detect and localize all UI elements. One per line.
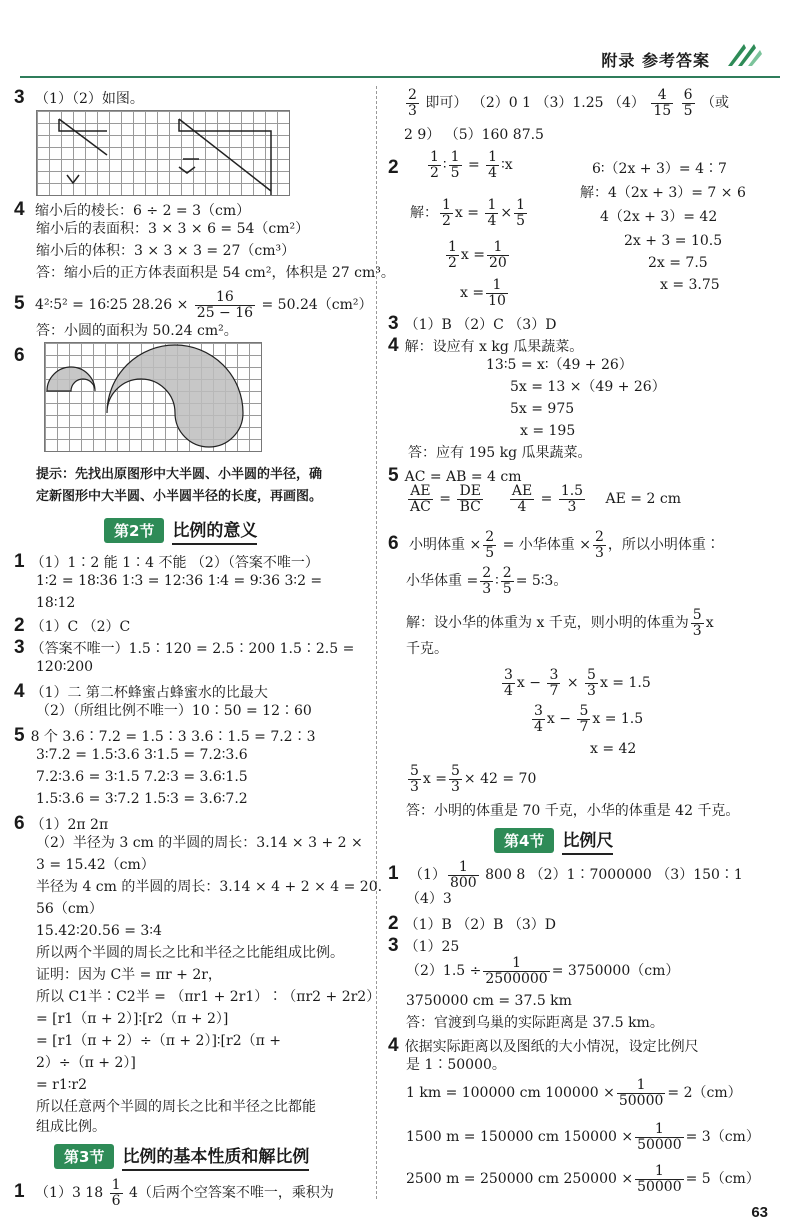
answer-text: 即可） （2）0 1 （3）1.25 （4） bbox=[425, 95, 645, 112]
answer-line: 2x = 7.5 bbox=[648, 255, 708, 271]
question-number: 2 bbox=[388, 913, 399, 934]
right-continuation bbox=[404, 88, 729, 118]
fraction: $\frac{2}{3}$ bbox=[408, 87, 417, 119]
page-header-title: 附录 参考答案 bbox=[601, 51, 710, 70]
equation-line: $\frac{AE}{AC}$ = $\frac{DE}{BC}$ $\frac{AE}{4}$ = $\frac{1.5}{3}$ AE = 2 cm bbox=[410, 483, 681, 515]
answer-line: 15.42∶20.56 = 3∶4 bbox=[36, 923, 162, 939]
answer-line: 所以任意两个半圆的周长之比和半径之比都能 bbox=[36, 1099, 316, 1115]
equation-line: 1 km = 100000 cm 100000 × $\frac{1}{50000}$ = 2（cm） bbox=[406, 1077, 742, 1109]
grid-figure-6 bbox=[44, 342, 262, 452]
equation-line: $\frac{1}{2}$ x = $\frac{1}{20}$ bbox=[448, 239, 507, 271]
answer-text: 4²∶5² = 16∶25 28.26 × bbox=[35, 297, 189, 314]
equation-line: $\frac{1}{2}$ ∶ $\frac{1}{5}$ = $\frac{1}{4}$ ∶x bbox=[430, 149, 513, 181]
answer-line: 2x + 3 = 10.5 bbox=[624, 233, 723, 249]
equation-line: （2）1.5 ÷ $\frac{1}{2500000}$ = 3750000（cm） bbox=[406, 955, 680, 987]
equation-line: 解： $\frac{1}{2}$ x = $\frac{1}{4}$ × $\frac{1}{5}$ bbox=[410, 197, 526, 229]
question-number: 1 bbox=[388, 863, 399, 885]
answer-line: 依据实际距离以及图纸的大小情况，设定比例尺 bbox=[404, 1039, 699, 1055]
answer-line: 千克。 bbox=[406, 641, 448, 657]
question-number: 6 bbox=[14, 813, 25, 834]
fraction: $\frac{6}{5}$ bbox=[683, 87, 693, 119]
answer-line: 答：小圆的面积为 50.24 cm²。 bbox=[36, 323, 238, 339]
question-number: 3 bbox=[388, 935, 399, 956]
answer-line: （1）1∶2 能 1∶4 不能 （2）（答案不唯一） bbox=[30, 555, 319, 571]
answer-text: （1）B （2）C （3）D bbox=[404, 317, 557, 333]
answer-line: 3∶7.2 = 1.5∶3.6 3∶1.5 = 7.2∶3.6 bbox=[36, 747, 248, 763]
answer-line: （答案不唯一）1.5∶120 = 2.5∶200 1.5∶2.5 = bbox=[30, 641, 355, 657]
answer-text: （或 bbox=[701, 95, 729, 112]
answer-line: 1.5∶3.6 = 3∶7.2 1.5∶3 = 3.6∶7.2 bbox=[36, 791, 248, 807]
section-title: 比例的意义 bbox=[172, 516, 257, 545]
section-title: 比例尺 bbox=[562, 826, 613, 855]
answer-text: = 50.24（cm²） bbox=[261, 297, 373, 314]
answer-text: （1）3 18 bbox=[35, 1185, 104, 1202]
answer-line: （1）二 第二杯蜂蜜占蜂蜜水的比最大 bbox=[30, 685, 268, 701]
equation-line: $\frac{5}{3}$ x = $\frac{5}{3}$ × 42 = 70 bbox=[410, 763, 537, 795]
answer-line: = r1∶r2 bbox=[36, 1077, 88, 1093]
column-divider bbox=[376, 86, 377, 1199]
answer-line: 5x = 975 bbox=[510, 401, 575, 417]
answer-line: x = 42 bbox=[590, 741, 637, 757]
answer-line: 缩小后的棱长：6 ÷ 2 = 3（cm） bbox=[35, 203, 251, 219]
page-number: 63 bbox=[751, 1204, 768, 1221]
answer-text: AC = AB = 4 cm bbox=[404, 469, 522, 485]
answer-line: 所以两个半圆的周长之比和半径之比能组成比例。 bbox=[36, 945, 344, 961]
left-q5 bbox=[14, 290, 373, 320]
answer-line: x = 3.75 bbox=[660, 277, 720, 293]
answer-line: 1∶2 = 18∶36 1∶3 = 12∶36 1∶4 = 9∶36 3∶2 = bbox=[36, 573, 323, 589]
left-q6 bbox=[14, 346, 25, 365]
right-q6-line1: 6 小明体重 × $\frac{2}{5}$ = 小华体重 × $\frac{2}{3}$ ，所以小明体重∶ bbox=[388, 529, 720, 561]
header-logo-icon bbox=[724, 40, 764, 68]
question-number: 2 bbox=[388, 157, 399, 178]
answer-line: （2）半径为 3 cm 的半圆的周长：3.14 × 3 + 2 × bbox=[36, 835, 363, 851]
section-badge: 第2节 bbox=[104, 518, 164, 543]
figure-3-drawing bbox=[37, 111, 289, 195]
answer-line: 小华体重 = $\frac{2}{3}$ ∶ $\frac{2}{5}$ = 5∶3。 bbox=[406, 565, 568, 597]
answer-line: （1）C （2）C bbox=[30, 619, 131, 635]
answer-text: （1）B （2）B （3）D bbox=[404, 917, 557, 933]
answer-line: = [r1（π + 2）÷（π + 2）]∶[r2（π + bbox=[36, 1033, 281, 1049]
question-number: 4 bbox=[388, 1035, 399, 1056]
equation-line: $\frac{3}{4}$ x − $\frac{3}{7}$ × $\frac{5}{3}$ x = 1.5 bbox=[504, 667, 651, 699]
question-number: 6 bbox=[388, 533, 399, 555]
fraction: $\frac{4}{15}$ bbox=[653, 87, 672, 119]
question-number: 1 bbox=[14, 1181, 25, 1203]
question-number: 3 bbox=[14, 87, 25, 108]
answer-line: （1）2π 2π bbox=[30, 817, 109, 833]
answer-line: 18∶12 bbox=[36, 595, 76, 611]
answer-line: 答：应有 195 kg 瓜果蔬菜。 bbox=[408, 445, 592, 461]
question-number: 5 bbox=[14, 293, 25, 315]
answer-line: 答：小明的体重是 70 千克，小华的体重是 42 千克。 bbox=[406, 803, 740, 819]
left-q4 bbox=[14, 200, 250, 219]
answer-line: 解：4（2x + 3）= 7 × 6 bbox=[580, 185, 746, 201]
section-4-q1: 1 （1） $\frac{1}{800}$ 800 8 （2）1∶7000000 （3）150∶1 bbox=[388, 859, 743, 891]
answer-line: 2 9） （5）160 87.5 bbox=[404, 127, 544, 143]
equation-line: 2500 m = 250000 cm 250000 × $\frac{1}{50000}$ = 5（cm） bbox=[406, 1163, 760, 1195]
answer-line: 组成比例。 bbox=[36, 1119, 106, 1135]
question-number: 4 bbox=[14, 681, 25, 702]
fraction: $\frac{1}{6}$ bbox=[111, 1177, 121, 1209]
section-badge: 第3节 bbox=[54, 1144, 114, 1169]
answer-line: 所以 C1半∶C2半 = （πr1 + 2r1）∶（πr2 + 2r2） bbox=[36, 989, 381, 1005]
answer-line: 是 1∶50000。 bbox=[406, 1057, 506, 1073]
answer-line: （4）3 bbox=[406, 891, 452, 907]
section-4-heading bbox=[494, 826, 613, 855]
section-title: 比例的基本性质和解比例 bbox=[122, 1142, 309, 1171]
question-number: 4 bbox=[14, 199, 25, 220]
answer-line: 7.2∶3.6 = 3∶1.5 7.2∶3 = 3.6∶1.5 bbox=[36, 769, 248, 785]
left-q3 bbox=[14, 88, 144, 107]
answer-line: 4（2x + 3）= 42 bbox=[600, 209, 718, 225]
section-3-q1 bbox=[14, 1178, 334, 1208]
answer-text: 4（后两个空答案不唯一，乘积为 bbox=[128, 1185, 334, 1202]
answer-line: 缩小后的体积：3 × 3 × 3 = 27（cm³） bbox=[36, 243, 296, 259]
section-badge: 第4节 bbox=[494, 828, 554, 853]
header-rule bbox=[20, 76, 780, 78]
question-number: 3 bbox=[388, 313, 399, 334]
answer-line: 3 = 15.42（cm） bbox=[36, 857, 155, 873]
equation-line: x = $\frac{1}{10}$ bbox=[460, 277, 506, 309]
figure-6-drawing bbox=[45, 343, 261, 451]
answer-line: （2）（所组比例不唯一）10∶50 = 12∶60 bbox=[36, 703, 312, 719]
question-number: 5 bbox=[14, 725, 25, 746]
answer-line: 答：缩小后的正方体表面积是 54 cm²，体积是 27 cm³。 bbox=[36, 265, 395, 281]
answer-line: 13∶5 = x∶（49 + 26） bbox=[486, 357, 633, 373]
question-number: 4 bbox=[388, 335, 399, 356]
answer-line: 56（cm） bbox=[36, 901, 103, 917]
answer-line: 6∶（2x + 3）= 4∶7 bbox=[592, 161, 727, 177]
answer-line: 5x = 13 ×（49 + 26） bbox=[510, 379, 666, 395]
answer-line: = [r1（π + 2）]∶[r2（π + 2）] bbox=[36, 1011, 229, 1027]
question-number: 6 bbox=[14, 345, 25, 366]
section-2-heading bbox=[104, 516, 257, 545]
answer-line: 答：官渡到乌巢的实际距离是 37.5 km。 bbox=[406, 1015, 664, 1031]
answer-line: 8 个 3.6∶7.2 = 1.5∶3 3.6∶1.5 = 7.2∶3 bbox=[30, 729, 316, 745]
answer-line: 120∶200 bbox=[36, 659, 94, 675]
equation-line: 1500 m = 150000 cm 150000 × $\frac{1}{50000}$ = 3（cm） bbox=[406, 1121, 760, 1153]
answer-line: x = 195 bbox=[520, 423, 576, 439]
answer-text: （1）（2）如图。 bbox=[35, 91, 144, 107]
fraction: $\frac{16}{25 - 16}$ bbox=[196, 289, 254, 321]
answer-line: 3750000 cm = 37.5 km bbox=[406, 993, 572, 1009]
hint-line: 定新图形中大半圆、小半圆半径的长度，再画图。 bbox=[36, 489, 323, 504]
question-number: 3 bbox=[14, 637, 25, 658]
question-number: 5 bbox=[388, 465, 399, 486]
hint-line: 提示：先找出原图形中大半圆、小半圆的半径，确 bbox=[36, 467, 323, 482]
answer-line: 缩小后的表面积：3 × 3 × 6 = 54（cm²） bbox=[36, 221, 310, 237]
answer-line: 解：设小华的体重为 x 千克，则小明的体重为 $\frac{5}{3}$ x bbox=[406, 607, 714, 639]
grid-figure-3 bbox=[36, 110, 290, 196]
question-number: 1 bbox=[14, 551, 25, 572]
answer-line: 半径为 4 cm 的半圆的周长：3.14 × 4 + 2 × 4 = 20. bbox=[36, 879, 383, 895]
answer-line: 2）÷（π + 2）] bbox=[36, 1055, 136, 1071]
answer-line: （1）25 bbox=[404, 939, 460, 955]
section-3-heading bbox=[54, 1142, 309, 1171]
equation-line: $\frac{3}{4}$ x − $\frac{5}{7}$ x = 1.5 bbox=[534, 703, 644, 735]
answer-line: 证明：因为 C半 = πr + 2r， bbox=[36, 967, 222, 983]
question-number: 2 bbox=[14, 615, 25, 636]
answer-line: 解：设应有 x kg 瓜果蔬菜。 bbox=[404, 339, 584, 355]
